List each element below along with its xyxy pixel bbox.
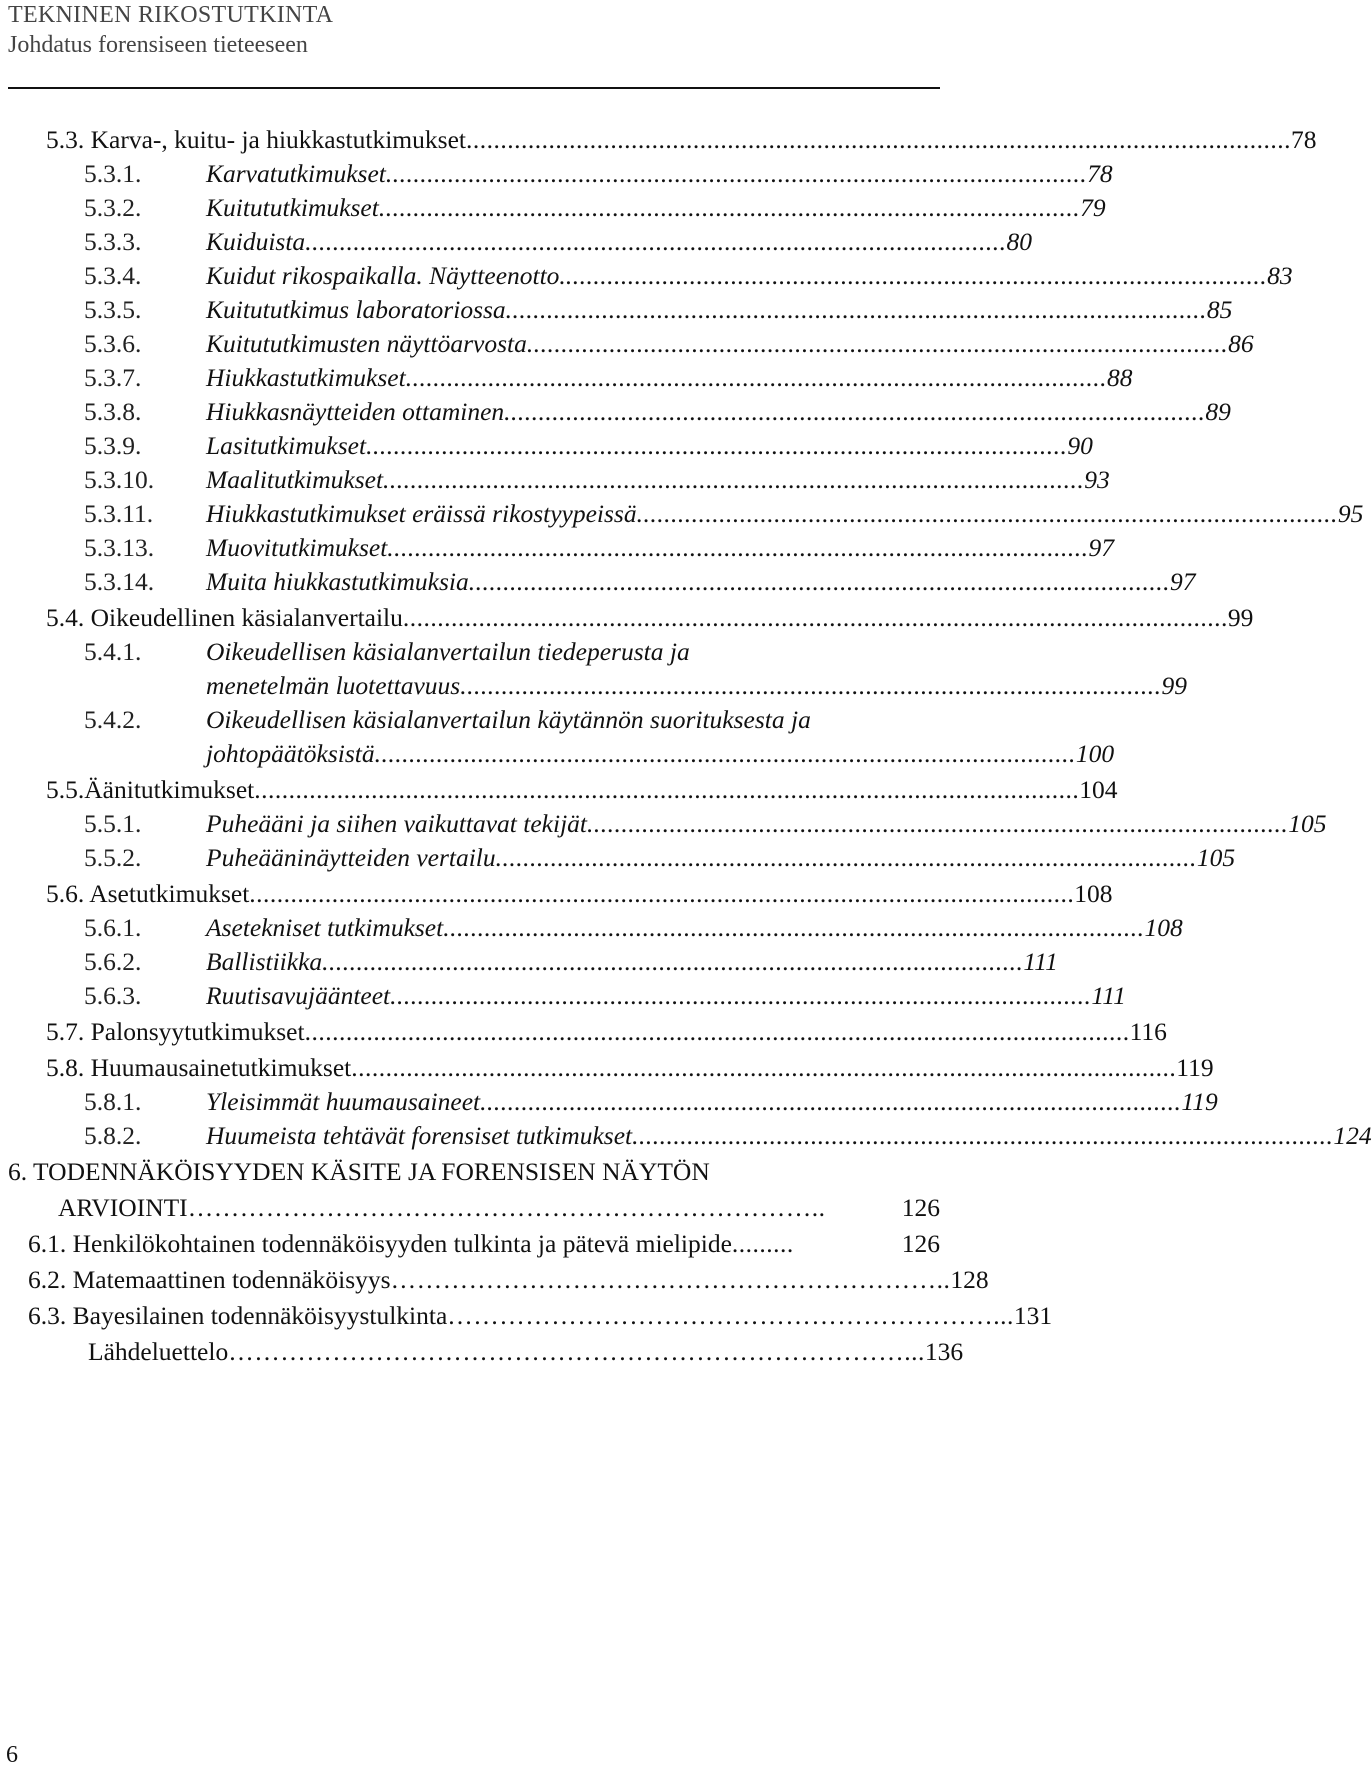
toc-page: 124 bbox=[1333, 1121, 1372, 1150]
toc-title: Maalitutkimukset bbox=[206, 465, 384, 494]
toc-title: Kuidut rikospaikalla. Näytteenotto. bbox=[206, 261, 566, 290]
toc-title: Henkilökohtainen todennäköisyyden tulkinta ja pätevä mielipide bbox=[72, 1229, 732, 1258]
toc-page: 111 bbox=[1023, 947, 1058, 976]
toc-number: 5.3. bbox=[46, 125, 85, 154]
toc-entry[interactable]: 5.6.1. Asetekniset tutkimukset ...................................................................................................... 108 bbox=[84, 910, 940, 946]
toc-entry[interactable]: 5.3.1. Karvatutkimukset ...................................................................................................... 78 bbox=[84, 156, 940, 192]
toc-entry[interactable]: 5.3.10. Maalitutkimukset ...................................................................................................... 93 bbox=[84, 462, 940, 498]
toc-title: Muita hiukkastutkimuksia bbox=[206, 567, 469, 596]
toc-entry[interactable]: 5.3.14. Muita hiukkastutkimuksia ...................................................................................................... 97 bbox=[84, 564, 940, 600]
toc-entry[interactable]: 6.2. Matemaattinen todennäköisyys ……………………………………………………….. 128 bbox=[28, 1262, 940, 1298]
toc-title: Matemaattinen todennäköisyys bbox=[72, 1265, 391, 1294]
toc-page: 108 bbox=[1074, 879, 1113, 908]
toc-number: 5.5.1. bbox=[84, 809, 142, 838]
toc-page: 85 bbox=[1206, 295, 1233, 324]
toc-page: 111 bbox=[1091, 981, 1126, 1010]
toc-title-continued: ARVIOINTI bbox=[58, 1193, 188, 1222]
toc-title: Kuiduista bbox=[206, 227, 306, 256]
page-number: 6 bbox=[6, 1742, 18, 1768]
toc-number: 5.6. bbox=[46, 879, 85, 908]
toc-entry[interactable]: 5.7. Palonsyytutkimukset ........................................................................................................................ 116 bbox=[46, 1014, 940, 1050]
toc-entry[interactable]: 5.3.7. Hiukkastutkimukset ...................................................................................................... 88 bbox=[84, 360, 940, 396]
toc-entry[interactable]: 5.3.9. Lasitutkimukset ...................................................................................................... 90 bbox=[84, 428, 940, 464]
toc-page: 105 bbox=[1196, 843, 1236, 872]
toc-number: 5.4.2. bbox=[84, 705, 142, 734]
toc-entry[interactable]: Lähdeluettelo ……………………………………………………………………... 136 bbox=[88, 1334, 940, 1370]
toc-page: 100 bbox=[1075, 739, 1115, 768]
toc-number: 5.3.13. bbox=[84, 533, 155, 562]
toc-entry[interactable]: 5.4.2. Oikeudellisen käsialanvertailun käytännön suorituksesta ja johtopäätöksistä ...................................................................................................... 100 bbox=[84, 702, 940, 774]
toc-entry[interactable]: 6.3. Bayesilainen todennäköisyystulkinta ………………………………………………………... 131 bbox=[28, 1298, 940, 1334]
toc-page: 93 bbox=[1084, 465, 1110, 494]
toc-page: 89 bbox=[1205, 397, 1231, 426]
toc-title-continued: menetelmän luotettavuus bbox=[206, 671, 461, 700]
toc-entry[interactable]: 5.4.1. Oikeudellisen käsialanvertailun tiedeperusta ja menetelmän luotettavuus ...................................................................................................... 99 bbox=[84, 634, 940, 706]
toc-page: 99 bbox=[1161, 671, 1187, 700]
toc-entry[interactable]: 5.5.2. Puheääninäytteiden vertailu ...................................................................................................... 105 bbox=[84, 840, 940, 876]
toc-entry[interactable]: 5.3.6. Kuitututkimusten näyttöarvosta ...................................................................................................... 86 bbox=[84, 326, 940, 362]
toc-entry[interactable]: 5.6.3. Ruutisavujäänteet ...................................................................................................... 111 bbox=[84, 978, 940, 1014]
toc-number: 6.1. bbox=[28, 1229, 67, 1258]
toc-number: 5.5.2. bbox=[84, 843, 142, 872]
toc-entry[interactable]: 5.5.Äänitutkimukset ........................................................................................................................ 104 bbox=[46, 772, 940, 808]
toc-number: 5.4. bbox=[46, 603, 85, 632]
toc-number: 5.6.2. bbox=[84, 947, 142, 976]
toc-title: Huumeista tehtävät forensiset tutkimukset bbox=[206, 1121, 633, 1150]
toc-title: Asetutkimukset bbox=[89, 879, 250, 908]
toc-title: Hiukkasnäytteiden ottaminen bbox=[206, 397, 505, 426]
toc-entry[interactable]: 6.1. Henkilökohtainen todennäköisyyden tulkinta ja pätevä mielipide ......... 126 bbox=[28, 1226, 940, 1262]
toc-title: Puheääninäytteiden vertailu bbox=[206, 843, 496, 872]
toc-number: 6.2. bbox=[28, 1265, 67, 1294]
toc-number: 5.3.4. bbox=[84, 261, 142, 290]
toc-page: 86 bbox=[1228, 329, 1254, 358]
toc-title: Oikeudellisen käsialanvertailun tiedeperusta ja bbox=[206, 637, 690, 666]
header-title: TEKNINEN RIKOSTUTKINTA bbox=[8, 2, 334, 28]
toc-number: 5.3.9. bbox=[84, 431, 142, 460]
toc-entry[interactable]: 5.3.8. Hiukkasnäytteiden ottaminen ...................................................................................................... 89 bbox=[84, 394, 940, 430]
toc-page: 136 bbox=[924, 1337, 964, 1366]
toc-number: 5.3.11. bbox=[84, 499, 154, 528]
toc-page: 128 bbox=[950, 1265, 989, 1294]
toc-page: 126 bbox=[901, 1193, 940, 1222]
toc-number: 6. bbox=[8, 1157, 28, 1186]
toc-title: Lasitutkimukset bbox=[206, 431, 367, 460]
toc-page: 116 bbox=[1129, 1017, 1167, 1046]
toc-title: TODENNÄKÖISYYDEN KÄSITE JA FORENSISEN NÄYTÖN bbox=[33, 1157, 710, 1186]
toc-page: 99 bbox=[1227, 603, 1254, 632]
toc-title: Kuitututkimus laboratoriossa bbox=[206, 295, 506, 324]
toc-page: 78 bbox=[1290, 125, 1317, 154]
toc-title: Karva-, kuitu- ja hiukkastutkimukset bbox=[90, 125, 466, 154]
toc-title-continued: johtopäätöksistä bbox=[206, 739, 375, 768]
toc-number: 5.8.2. bbox=[84, 1121, 142, 1150]
toc-title: Hiukkastutkimukset bbox=[206, 363, 406, 392]
toc-number: 5.4.1. bbox=[84, 637, 142, 666]
toc-title: Kuitututkimusten näyttöarvosta bbox=[206, 329, 527, 358]
header-subtitle: Johdatus forensiseen tieteeseen bbox=[8, 32, 308, 58]
toc-number: 6.3. bbox=[28, 1301, 67, 1330]
toc-page: 78 bbox=[1087, 159, 1113, 188]
toc-entry[interactable]: 5.5.1. Puheääni ja siihen vaikuttavat tekijät ...................................................................................................... 105 bbox=[84, 806, 940, 842]
toc-page: 95 bbox=[1337, 499, 1364, 528]
toc-number: 5.3.2. bbox=[84, 193, 142, 222]
toc-title: Hiukkastutkimukset eräissä rikostyypeissä bbox=[206, 499, 637, 528]
toc-title: Kuitututkimukset bbox=[206, 193, 379, 222]
toc-page: 90 bbox=[1067, 431, 1093, 460]
toc-title: Palonsyytutkimukset bbox=[90, 1017, 305, 1046]
toc-page: 119 bbox=[1176, 1053, 1214, 1082]
toc-entry[interactable]: 5.8.2. Huumeista tehtävät forensiset tutkimukset ...................................................................................................... 124 bbox=[84, 1118, 940, 1154]
toc-number: 5.6.1. bbox=[84, 913, 142, 942]
toc-number: 5.8.1. bbox=[84, 1087, 142, 1116]
toc-title: Äänitutkimukset bbox=[84, 775, 255, 804]
toc-entry[interactable]: 5.3.2. Kuitututkimukset ...................................................................................................... 79 bbox=[84, 190, 940, 226]
toc-number: 5.8. bbox=[46, 1053, 85, 1082]
toc-number: 5.3.1. bbox=[84, 159, 142, 188]
toc-page: 79 bbox=[1080, 193, 1106, 222]
toc-page: 88 bbox=[1106, 363, 1133, 392]
toc-number: 5.3.8. bbox=[84, 397, 142, 426]
toc-entry[interactable]: 5.3. Karva-, kuitu- ja hiukkastutkimukset ........................................................................................................................ 78 bbox=[46, 122, 940, 158]
toc-title: Yleisimmät huumausaineet bbox=[206, 1087, 481, 1116]
toc-title: Lähdeluettelo bbox=[88, 1337, 229, 1366]
toc-entry[interactable]: 5.8.1. Yleisimmät huumausaineet ...................................................................................................... 119 bbox=[84, 1084, 940, 1120]
toc-page: 97 bbox=[1088, 533, 1115, 562]
toc-entry[interactable]: 5.8. Huumausainetutkimukset ........................................................................................................................ 119 bbox=[46, 1050, 940, 1086]
toc-title: Oikeudellinen käsialanvertailu bbox=[90, 603, 403, 632]
toc-title: Karvatutkimukset bbox=[206, 159, 386, 188]
toc-entry[interactable]: 5.3.11. Hiukkastutkimukset eräissä rikostyypeissä ...................................................................................................... 95 bbox=[84, 496, 940, 532]
toc-page: 80 bbox=[1006, 227, 1032, 256]
toc-number: 5.3.10. bbox=[84, 465, 155, 494]
toc-entry[interactable]: 5.6. Asetutkimukset ........................................................................................................................ 108 bbox=[46, 876, 940, 912]
toc-page: 126 bbox=[901, 1229, 940, 1258]
toc-title: Muovitutkimukset bbox=[206, 533, 388, 562]
toc-title: Oikeudellisen käsialanvertailun käytännön suorituksesta ja bbox=[206, 705, 811, 734]
toc-entry[interactable]: 5.6.2. Ballistiikka ...................................................................................................... 111 bbox=[84, 944, 940, 980]
toc-title: Ruutisavujäänteet bbox=[206, 981, 391, 1010]
toc-page: 119 bbox=[1181, 1087, 1218, 1116]
toc-number: 5.6.3. bbox=[84, 981, 142, 1010]
toc-page: 131 bbox=[1013, 1301, 1053, 1330]
toc-entry[interactable]: 5.3.13. Muovitutkimukset ...................................................................................................... 97 bbox=[84, 530, 940, 566]
toc-entry[interactable]: 6. TODENNÄKÖISYYDEN KÄSITE JA FORENSISEN NÄYTÖN ARVIOINTI ……………………………………………………………….. 126 bbox=[8, 1154, 940, 1226]
toc-page: 108 bbox=[1144, 913, 1183, 942]
toc-entry[interactable]: 5.3.5. Kuitututkimus laboratoriossa ...................................................................................................... 85 bbox=[84, 292, 940, 328]
toc-page: 104 bbox=[1079, 775, 1118, 804]
toc-page: 97 bbox=[1170, 567, 1196, 596]
toc-number: 5.3.14. bbox=[84, 567, 155, 596]
toc-entry[interactable]: 5.4. Oikeudellinen käsialanvertailu ........................................................................................................................ 99 bbox=[46, 600, 940, 636]
toc-page: 83 bbox=[1267, 261, 1293, 290]
toc-title: Ballistiikka bbox=[206, 947, 323, 976]
toc-title: Asetekniset tutkimukset bbox=[206, 913, 444, 942]
toc-title: Bayesilainen todennäköisyystulkinta bbox=[72, 1301, 448, 1330]
toc-title: Puheääni ja siihen vaikuttavat tekijät bbox=[206, 809, 587, 838]
toc-number: 5.3.3. bbox=[84, 227, 142, 256]
toc-number: 5.5. bbox=[46, 775, 85, 804]
toc-entry[interactable]: 5.3.3. Kuiduista ...................................................................................................... 80 bbox=[84, 224, 940, 260]
toc-number: 5.3.6. bbox=[84, 329, 142, 358]
toc-number: 5.3.5. bbox=[84, 295, 142, 324]
toc-entry[interactable]: 5.3.4. Kuidut rikospaikalla. Näytteenotto. ...................................................................................................... 83 bbox=[84, 258, 940, 294]
toc-number: 5.7. bbox=[46, 1017, 85, 1046]
toc-title: Huumausainetutkimukset bbox=[90, 1053, 352, 1082]
toc-number: 5.3.7. bbox=[84, 363, 142, 392]
toc-page: 105 bbox=[1288, 809, 1327, 838]
